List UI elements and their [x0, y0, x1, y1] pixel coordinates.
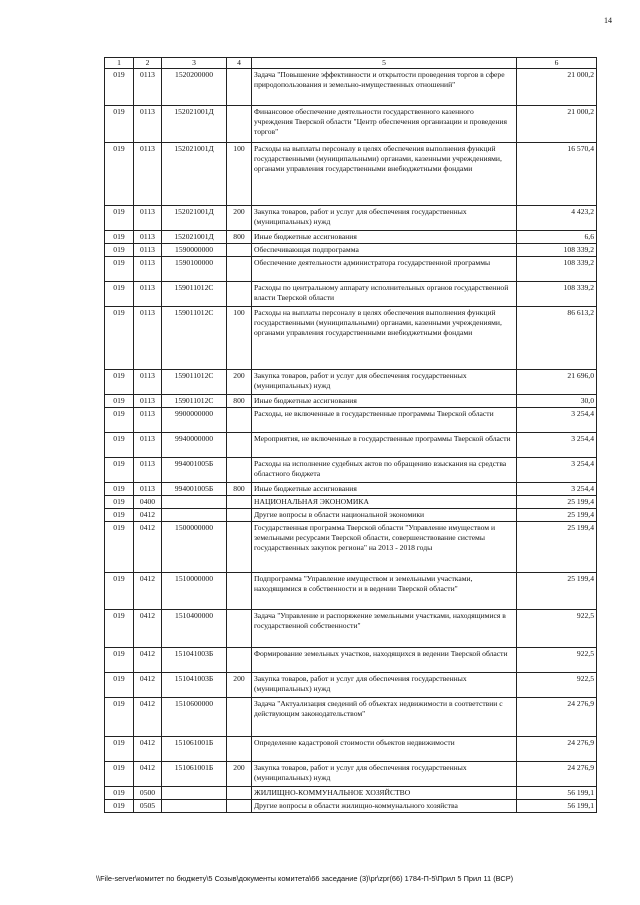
- cell-razdel: 0113: [134, 433, 162, 458]
- cell-name: Определение кадастровой стоимости объектов недвижимости: [252, 737, 517, 762]
- cell-razdel: 0113: [134, 307, 162, 370]
- cell-ved: 019: [105, 496, 134, 509]
- budget-table: [104, 57, 597, 813]
- cell-ved: 019: [105, 69, 134, 106]
- cell-name: ЖИЛИЩНО-КОММУНАЛЬНОЕ ХОЗЯЙСТВО: [252, 787, 517, 800]
- header-cell: 2: [134, 58, 162, 69]
- cell-sum: 25 199,4: [517, 509, 597, 522]
- cell-razdel: 0113: [134, 395, 162, 408]
- cell-vr: [227, 458, 252, 483]
- cell-name: Задача "Повышение эффективности и открытости проведения торгов в сфере природопользования и земельно-имущественных отношений": [252, 69, 517, 106]
- cell-ved: 019: [105, 648, 134, 673]
- cell-name: Задача "Актуализация сведений об объектах недвижимости в соответствии с действующим законодательством": [252, 698, 517, 737]
- cell-sum: 24 276,9: [517, 762, 597, 787]
- table-row: [105, 673, 597, 698]
- table-row: [105, 106, 597, 143]
- cell-sum: 3 254,4: [517, 433, 597, 458]
- cell-name: Подпрограмма "Управление имуществом и земельными участками, находящимися в собственности и в ведении Тверской области": [252, 573, 517, 610]
- table-row: [105, 698, 597, 737]
- cell-name: Расходы на выплаты персоналу в целях обеспечения выполнения функций государственными (муниципальными) органами, казенными учреждениями, органами управления государственными внебюджетными фондами: [252, 143, 517, 206]
- cell-sum: 21 696,0: [517, 370, 597, 395]
- cell-vr: [227, 737, 252, 762]
- cell-vr: [227, 69, 252, 106]
- table-row: [105, 573, 597, 610]
- cell-sum: 3 254,4: [517, 408, 597, 433]
- cell-csr: 159011012С: [162, 370, 227, 395]
- cell-razdel: 0412: [134, 673, 162, 698]
- cell-sum: 56 199,1: [517, 800, 597, 813]
- cell-name: Расходы по центральному аппарату исполнительных органов государственной власти Тверской области: [252, 282, 517, 307]
- cell-vr: 200: [227, 206, 252, 231]
- cell-ved: 019: [105, 573, 134, 610]
- cell-sum: 108 339,2: [517, 244, 597, 257]
- cell-sum: 21 000,2: [517, 69, 597, 106]
- table-row: [105, 458, 597, 483]
- cell-ved: 019: [105, 408, 134, 433]
- cell-ved: 019: [105, 698, 134, 737]
- cell-sum: 56 199,1: [517, 787, 597, 800]
- table-row: [105, 610, 597, 648]
- cell-sum: 24 276,9: [517, 698, 597, 737]
- header-cell: 5: [252, 58, 517, 69]
- table-row: [105, 244, 597, 257]
- cell-razdel: 0113: [134, 69, 162, 106]
- cell-ved: 019: [105, 458, 134, 483]
- cell-ved: 019: [105, 800, 134, 813]
- cell-razdel: 0500: [134, 787, 162, 800]
- cell-razdel: 0412: [134, 522, 162, 573]
- cell-razdel: 0400: [134, 496, 162, 509]
- cell-vr: [227, 433, 252, 458]
- cell-vr: [227, 282, 252, 307]
- cell-csr: 151041003Б: [162, 648, 227, 673]
- table-row: [105, 370, 597, 395]
- header-cell: 4: [227, 58, 252, 69]
- cell-csr: 152021001Д: [162, 231, 227, 244]
- cell-vr: [227, 787, 252, 800]
- cell-name: Расходы на выплаты персоналу в целях обеспечения выполнения функций государственными (муниципальными) органами, казенными учреждениями, органами управления государственными внебюджетными фондами: [252, 307, 517, 370]
- cell-razdel: 0113: [134, 244, 162, 257]
- cell-vr: 200: [227, 370, 252, 395]
- header-cell: 1: [105, 58, 134, 69]
- cell-sum: 4 423,2: [517, 206, 597, 231]
- cell-sum: 24 276,9: [517, 737, 597, 762]
- cell-vr: [227, 522, 252, 573]
- cell-ved: 019: [105, 282, 134, 307]
- cell-csr: 152021001Д: [162, 143, 227, 206]
- table-row: [105, 143, 597, 206]
- cell-ved: 019: [105, 509, 134, 522]
- cell-ved: 019: [105, 106, 134, 143]
- cell-csr: 1510400000: [162, 610, 227, 648]
- table-row: [105, 509, 597, 522]
- cell-name: Обеспечение деятельности администратора государственной программы: [252, 257, 517, 282]
- cell-sum: 25 199,4: [517, 522, 597, 573]
- footer-file-path: \\File-server\комитет по бюджету\5 Созыв\документы комитета\66 заседание (3)\pr\zpr(66) 1784-П-5\Прил 5 Прил 11 (ВСР): [96, 874, 514, 883]
- cell-vr: 200: [227, 762, 252, 787]
- cell-ved: 019: [105, 483, 134, 496]
- cell-ved: 019: [105, 787, 134, 800]
- cell-csr: 1520200000: [162, 69, 227, 106]
- cell-ved: 019: [105, 370, 134, 395]
- cell-vr: 100: [227, 143, 252, 206]
- cell-csr: 151061001Б: [162, 762, 227, 787]
- cell-razdel: 0412: [134, 509, 162, 522]
- table-row: [105, 395, 597, 408]
- cell-sum: 108 339,2: [517, 282, 597, 307]
- cell-ved: 019: [105, 143, 134, 206]
- cell-razdel: 0113: [134, 483, 162, 496]
- cell-sum: 25 199,4: [517, 496, 597, 509]
- cell-razdel: 0113: [134, 106, 162, 143]
- cell-csr: 152021001Д: [162, 206, 227, 231]
- cell-name: Закупка товаров, работ и услуг для обеспечения государственных (муниципальных) нужд: [252, 673, 517, 698]
- table-row: [105, 231, 597, 244]
- cell-csr: 1590000000: [162, 244, 227, 257]
- cell-ved: 019: [105, 433, 134, 458]
- cell-ved: 019: [105, 244, 134, 257]
- cell-ved: 019: [105, 522, 134, 573]
- cell-vr: 800: [227, 483, 252, 496]
- cell-csr: 1500000000: [162, 522, 227, 573]
- cell-csr: [162, 496, 227, 509]
- cell-csr: 152021001Д: [162, 106, 227, 143]
- cell-sum: 108 339,2: [517, 257, 597, 282]
- cell-name: Финансовое обеспечение деятельности государственного казенного учреждения Тверской области "Центр обеспечения организации и проведения торгов": [252, 106, 517, 143]
- cell-csr: 159011012С: [162, 307, 227, 370]
- cell-razdel: 0113: [134, 231, 162, 244]
- cell-vr: [227, 496, 252, 509]
- cell-sum: 6,6: [517, 231, 597, 244]
- cell-razdel: 0113: [134, 257, 162, 282]
- cell-razdel: 0505: [134, 800, 162, 813]
- cell-csr: 9900000000: [162, 408, 227, 433]
- cell-vr: [227, 573, 252, 610]
- cell-name: Мероприятия, не включенные в государственные программы Тверской области: [252, 433, 517, 458]
- cell-sum: 30,0: [517, 395, 597, 408]
- table-row: [105, 307, 597, 370]
- cell-ved: 019: [105, 257, 134, 282]
- cell-sum: 16 570,4: [517, 143, 597, 206]
- cell-ved: 019: [105, 206, 134, 231]
- cell-ved: 019: [105, 737, 134, 762]
- table-row: [105, 408, 597, 433]
- cell-vr: 200: [227, 673, 252, 698]
- cell-razdel: 0113: [134, 143, 162, 206]
- cell-csr: [162, 509, 227, 522]
- cell-name: Обеспечивающая подпрограмма: [252, 244, 517, 257]
- cell-ved: 019: [105, 610, 134, 648]
- cell-name: Иные бюджетные ассигнования: [252, 231, 517, 244]
- cell-ved: 019: [105, 762, 134, 787]
- cell-vr: [227, 800, 252, 813]
- table-row: [105, 522, 597, 573]
- cell-vr: [227, 610, 252, 648]
- cell-vr: [227, 408, 252, 433]
- header-cell: 3: [162, 58, 227, 69]
- cell-name: Другие вопросы в области национальной экономики: [252, 509, 517, 522]
- table-row: [105, 787, 597, 800]
- cell-name: Иные бюджетные ассигнования: [252, 395, 517, 408]
- cell-name: Формирование земельных участков, находящихся в ведении Тверской области: [252, 648, 517, 673]
- cell-csr: 159011012С: [162, 395, 227, 408]
- cell-csr: [162, 800, 227, 813]
- table-row: [105, 257, 597, 282]
- table-row: [105, 483, 597, 496]
- cell-vr: [227, 106, 252, 143]
- cell-sum: 922,5: [517, 673, 597, 698]
- cell-name: НАЦИОНАЛЬНАЯ ЭКОНОМИКА: [252, 496, 517, 509]
- page-number: 14: [604, 16, 612, 25]
- header-cell: 6: [517, 58, 597, 69]
- cell-name: Закупка товаров, работ и услуг для обеспечения государственных (муниципальных) нужд: [252, 370, 517, 395]
- cell-name: Другие вопросы в области жилищно-коммунального хозяйства: [252, 800, 517, 813]
- cell-razdel: 0113: [134, 370, 162, 395]
- cell-csr: [162, 787, 227, 800]
- cell-name: Иные бюджетные ассигнования: [252, 483, 517, 496]
- cell-vr: [227, 648, 252, 673]
- cell-name: Расходы на исполнение судебных актов по обращению взыскания на средства областного бюджета: [252, 458, 517, 483]
- cell-razdel: 0113: [134, 408, 162, 433]
- cell-sum: 21 000,2: [517, 106, 597, 143]
- cell-sum: 3 254,4: [517, 458, 597, 483]
- cell-razdel: 0412: [134, 610, 162, 648]
- table-row: [105, 800, 597, 813]
- table-row: [105, 648, 597, 673]
- table-row: [105, 433, 597, 458]
- cell-vr: [227, 698, 252, 737]
- cell-razdel: 0412: [134, 762, 162, 787]
- cell-vr: 800: [227, 395, 252, 408]
- cell-razdel: 0412: [134, 573, 162, 610]
- cell-razdel: 0113: [134, 282, 162, 307]
- cell-sum: 922,5: [517, 648, 597, 673]
- cell-name: Закупка товаров, работ и услуг для обеспечения государственных (муниципальных) нужд: [252, 762, 517, 787]
- cell-name: Закупка товаров, работ и услуг для обеспечения государственных (муниципальных) нужд: [252, 206, 517, 231]
- cell-csr: 994001005Б: [162, 483, 227, 496]
- cell-csr: 1590100000: [162, 257, 227, 282]
- cell-razdel: 0412: [134, 698, 162, 737]
- cell-csr: 151041003Б: [162, 673, 227, 698]
- cell-csr: 159011012С: [162, 282, 227, 307]
- cell-csr: 151061001Б: [162, 737, 227, 762]
- cell-vr: [227, 257, 252, 282]
- cell-sum: 922,5: [517, 610, 597, 648]
- cell-sum: 3 254,4: [517, 483, 597, 496]
- cell-name: Государственная программа Тверской области "Управление имуществом и земельными ресурсами Тверской области, совершенствование системы государственных закупок региона" на 2013 - 2018 годы: [252, 522, 517, 573]
- cell-ved: 019: [105, 673, 134, 698]
- cell-sum: 86 613,2: [517, 307, 597, 370]
- cell-razdel: 0113: [134, 206, 162, 231]
- cell-csr: 994001005Б: [162, 458, 227, 483]
- table-row: [105, 737, 597, 762]
- table-header-row: [105, 58, 597, 69]
- table-row: [105, 206, 597, 231]
- table-row: [105, 762, 597, 787]
- cell-vr: [227, 509, 252, 522]
- cell-razdel: 0412: [134, 737, 162, 762]
- cell-ved: 019: [105, 231, 134, 244]
- cell-csr: 9940000000: [162, 433, 227, 458]
- cell-vr: [227, 244, 252, 257]
- table-row: [105, 496, 597, 509]
- cell-name: Расходы, не включенные в государственные программы Тверской области: [252, 408, 517, 433]
- cell-sum: 25 199,4: [517, 573, 597, 610]
- cell-name: Задача "Управление и распоряжение земельными участками, находящимися в государственной собственности": [252, 610, 517, 648]
- cell-vr: 800: [227, 231, 252, 244]
- cell-ved: 019: [105, 395, 134, 408]
- cell-razdel: 0113: [134, 458, 162, 483]
- cell-vr: 100: [227, 307, 252, 370]
- table-row: [105, 282, 597, 307]
- cell-csr: 1510600000: [162, 698, 227, 737]
- cell-csr: 1510000000: [162, 573, 227, 610]
- cell-razdel: 0412: [134, 648, 162, 673]
- cell-ved: 019: [105, 307, 134, 370]
- table-row: [105, 69, 597, 106]
